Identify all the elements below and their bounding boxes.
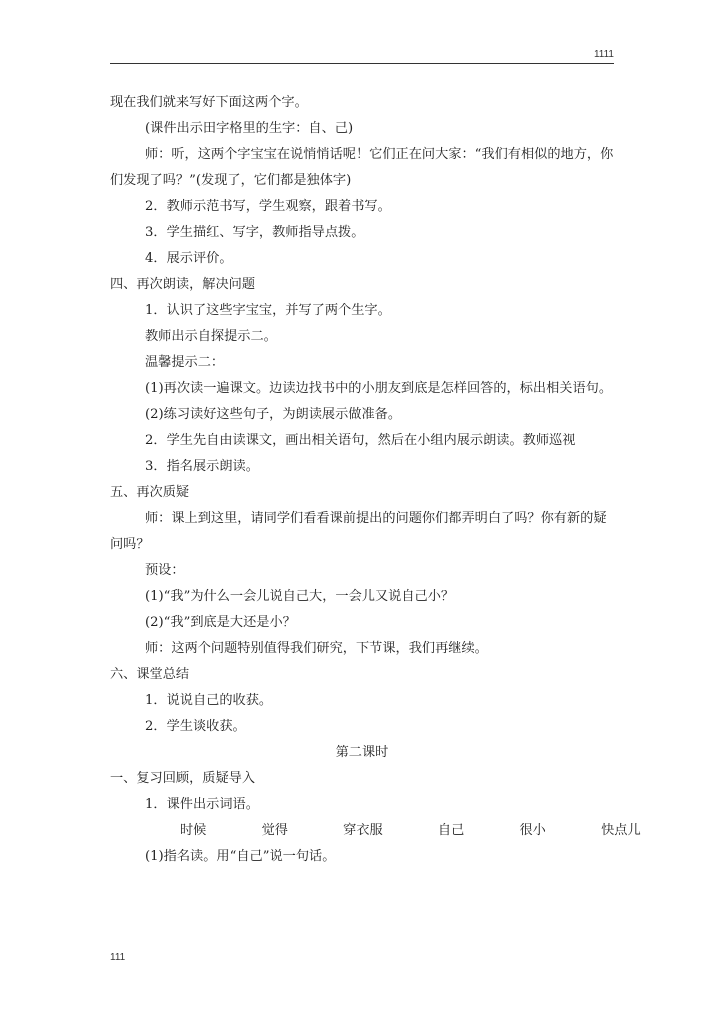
paragraph: (1)“我”为什么一会儿说自己大，一会儿又说自己小？ — [145, 589, 455, 604]
list-item: 4．展示评价。 — [145, 251, 233, 266]
word-item: 很小 — [519, 823, 546, 838]
word-item: 时候 — [180, 823, 207, 838]
paragraph: (1)再次读一遍课文。边读边找书中的小朋友到底是怎样回答的，标出相关语句。 — [145, 381, 613, 396]
section-heading: 一、复习回顾，质疑导入 — [110, 771, 256, 786]
paragraph: 师：这两个问题特别值得我们研究，下节课，我们再继续。 — [145, 641, 488, 656]
document-body — [110, 90, 641, 870]
paragraph: 温馨提示二： — [145, 355, 225, 370]
paragraph: (1)指名读。用“自己”说一句话。 — [145, 849, 336, 864]
word-item: 穿衣服 — [343, 823, 383, 838]
section-heading: 四、再次朗读，解决问题 — [110, 277, 256, 292]
list-item: 1．说说自己的收获。 — [145, 693, 273, 708]
section-heading: 六、课堂总结 — [110, 667, 190, 682]
footer-page-number: 111 — [110, 952, 126, 963]
paragraph: (2)练习读好这些句子，为朗读展示做准备。 — [145, 407, 402, 422]
list-item: 1．课件出示词语。 — [145, 797, 259, 812]
paragraph: 师：听，这两个字宝宝在说悄悄话呢！它们正在问大家：“我们有相似的地方，你们发现了吗？”(发现了，它们都是独体字) — [110, 147, 614, 188]
list-item: 1．认识了这些字宝宝，并写了两个生字。 — [145, 303, 391, 318]
paragraph: 预设： — [145, 563, 185, 578]
list-item: 2．教师示范书写，学生观察，跟着书写。 — [145, 199, 391, 214]
word-item: 觉得 — [261, 823, 288, 838]
paragraph: 师：课上到这里，请同学们看看课前提出的问题你们都弄明白了吗？你有新的疑问吗？ — [110, 511, 607, 552]
lesson-heading: 第二课时 — [335, 745, 389, 760]
list-item: 2．学生先自由读课文，画出相关语句，然后在小组内展示朗读。教师巡视 — [145, 433, 576, 448]
list-item: 2．学生谈收获。 — [145, 719, 246, 734]
paragraph: 教师出示自探提示二。 — [145, 329, 277, 344]
word-item: 自己 — [437, 823, 465, 838]
word-list — [110, 818, 641, 844]
paragraph: 现在我们就来写好下面这两个字。 — [110, 95, 308, 110]
word-item: 快点儿 — [601, 823, 641, 838]
list-item: 3．学生描红、写字，教师指导点拨。 — [145, 225, 365, 240]
header-page-number: 1111 — [593, 49, 614, 60]
paragraph: (课件出示田字格里的生字：自、己) — [145, 121, 354, 136]
header-divider — [110, 63, 614, 64]
section-heading: 五、再次质疑 — [110, 485, 190, 500]
paragraph: (2)“我”到底是大还是小？ — [145, 615, 296, 630]
list-item: 3．指名展示朗读。 — [145, 459, 259, 474]
